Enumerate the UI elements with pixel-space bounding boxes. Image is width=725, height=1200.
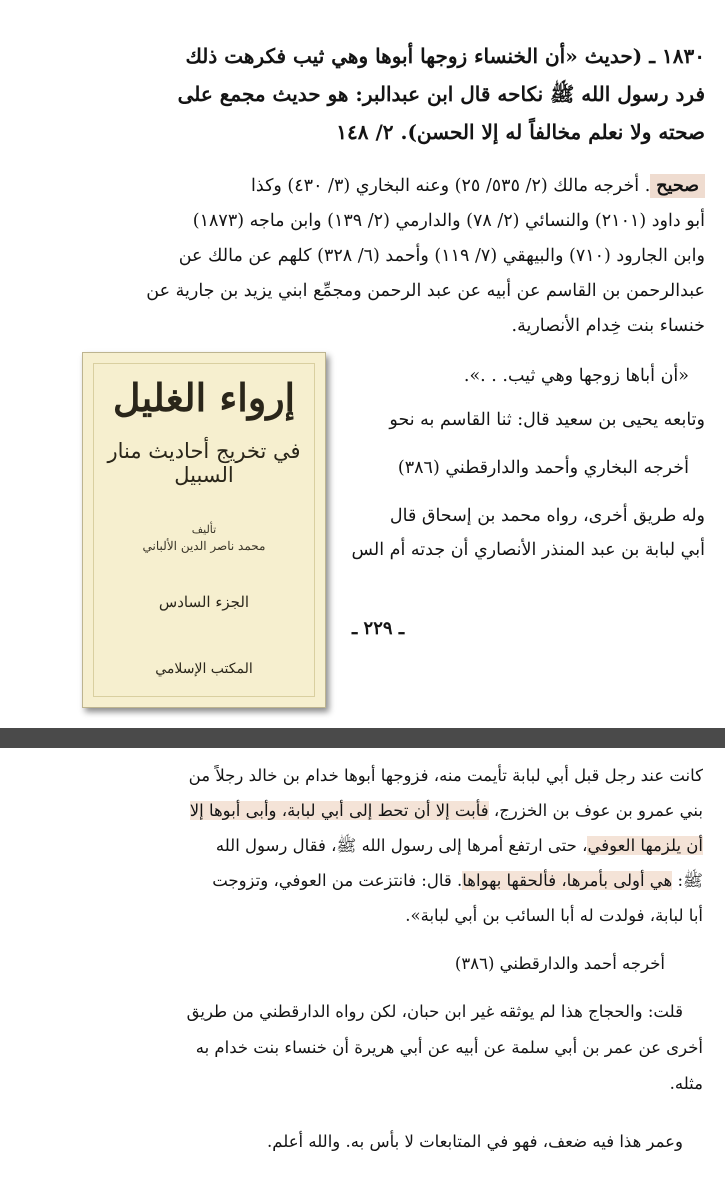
partial-line-1: وتابعه يحيى بن سعيد قال: ثنا القاسم به نحو bbox=[389, 410, 705, 430]
takhrij-line-4: عبدالرحمن بن القاسم عن أبيه عن عبد الرحمن ومجمِّع ابني يزيد بن جارية عن bbox=[146, 281, 705, 301]
partial-line-4: أبي لبابة بن عبد المنذر الأنصاري أن جدته أم الس bbox=[351, 540, 705, 560]
p2-line-1: كانت عند رجل قبل أبي لبابة تأيمت منه، فزوجها أبوها خدام بن خالد رجلاً من bbox=[188, 766, 703, 785]
book-page-230 bbox=[0, 748, 725, 1200]
cover-subtitle: في تخريج أحاديث منار السبيل bbox=[107, 439, 301, 487]
p2-comment-line-2: أخرى عن عمر بن أبي سلمة عن أبيه عن أبي هريرة أن خنساء بنت خدام به bbox=[195, 1038, 703, 1057]
cover-publisher: المكتب الإسلامي bbox=[155, 661, 253, 677]
p2-line-3-plain: ، حتى ارتفع أمرها إلى رسول الله ﷺ، فقال رسول الله bbox=[215, 836, 588, 855]
p2-line-3-highlight: أن يلزمها العوفي bbox=[587, 836, 703, 855]
cover-title: إرواء الغليل bbox=[112, 375, 296, 420]
p2-line-4-rest: . قال: فانتزعت من العوفي، وتزوجت bbox=[212, 871, 463, 890]
p2-final-line: وعمر هذا فيه ضعف، فهو في المتابعات لا بأس به. والله أعلم. bbox=[267, 1132, 683, 1151]
p2-line-4-highlight: هي أولى بأمرها، فألحقها بهواها bbox=[462, 871, 673, 890]
p2-line-2-highlight: فأبت إلا أن تحط إلى أبي لبابة، وأبى أبوها إلا bbox=[189, 801, 489, 820]
p2-line-5: أبا لبابة، فولدت له أبا السائب بن أبي لبابة». bbox=[405, 906, 703, 925]
quote-line: «أن أباها زوجها وهي ثيب. . .». bbox=[463, 366, 689, 386]
p2-line-3 bbox=[216, 838, 703, 855]
grading-highlight: صحيح bbox=[650, 174, 705, 198]
cover-author: محمد ناصر الدين الألباني bbox=[142, 539, 266, 553]
partial-line-2: أخرجه البخاري وأحمد والدارقطني (٣٨٦) bbox=[397, 458, 689, 478]
hadith-line-3: صحته ولا نعلم مخالفاً له إلا الحسن). ٢/ ١٤٨ bbox=[336, 120, 705, 144]
book-cover-image bbox=[82, 352, 326, 708]
partial-line-3: وله طريق أخرى، رواه محمد بن إسحاق قال bbox=[389, 506, 705, 526]
p2-line-2 bbox=[190, 803, 703, 820]
takhrij-line-1 bbox=[251, 178, 705, 196]
hadith-line-1: ١٨٣٠ ـ (حديث «أن الخنساء زوجها أبوها وهي ثيب فكرهت ذلك bbox=[185, 44, 705, 68]
cover-volume: الجزء السادس bbox=[158, 593, 250, 611]
takhrij-first-rest: . أخرجه مالك (٢/ ٥٣٥/ ٢٥) وعنه البخاري (٣/ ٤٣٠) وكذا bbox=[251, 176, 651, 196]
hadith-line-2: فرد رسول الله ﷺ نكاحه قال ابن عبدالبر: هو حديث مجمع على bbox=[177, 82, 705, 106]
takhrij-line-3: وابن الجارود (٧١٠) والبيهقي (٧/ ١١٩) وأحمد (٦/ ٣٢٨) كلهم عن مالك عن bbox=[178, 246, 705, 266]
takhrij-line-2: أبو داود (٢١٠١) والنسائي (٢/ ٧٨) والدارمي (٢/ ١٣٩) وابن ماجه (١٨٧٣) bbox=[192, 211, 705, 231]
page-divider bbox=[0, 728, 725, 748]
takhrij-line-5: خنساء بنت خِدام الأنصارية. bbox=[511, 316, 705, 336]
p2-line-4-start: ﷺ: bbox=[672, 871, 703, 890]
p2-line-4 bbox=[212, 873, 703, 890]
p2-line-2-plain: بني عمرو بن عوف بن الخزرج، bbox=[488, 801, 703, 820]
page-number: ـ ٢٢٩ ـ bbox=[352, 618, 405, 639]
p2-source-line: أخرجه أحمد والدارقطني (٣٨٦) bbox=[454, 954, 665, 973]
p2-comment-line-1: قلت: والحجاج هذا لم يوثقه غير ابن حبان، لكن رواه الدارقطني من طريق bbox=[186, 1002, 683, 1021]
cover-author-prefix: تأليف bbox=[191, 523, 217, 536]
p2-comment-line-3: مثله. bbox=[669, 1074, 703, 1093]
